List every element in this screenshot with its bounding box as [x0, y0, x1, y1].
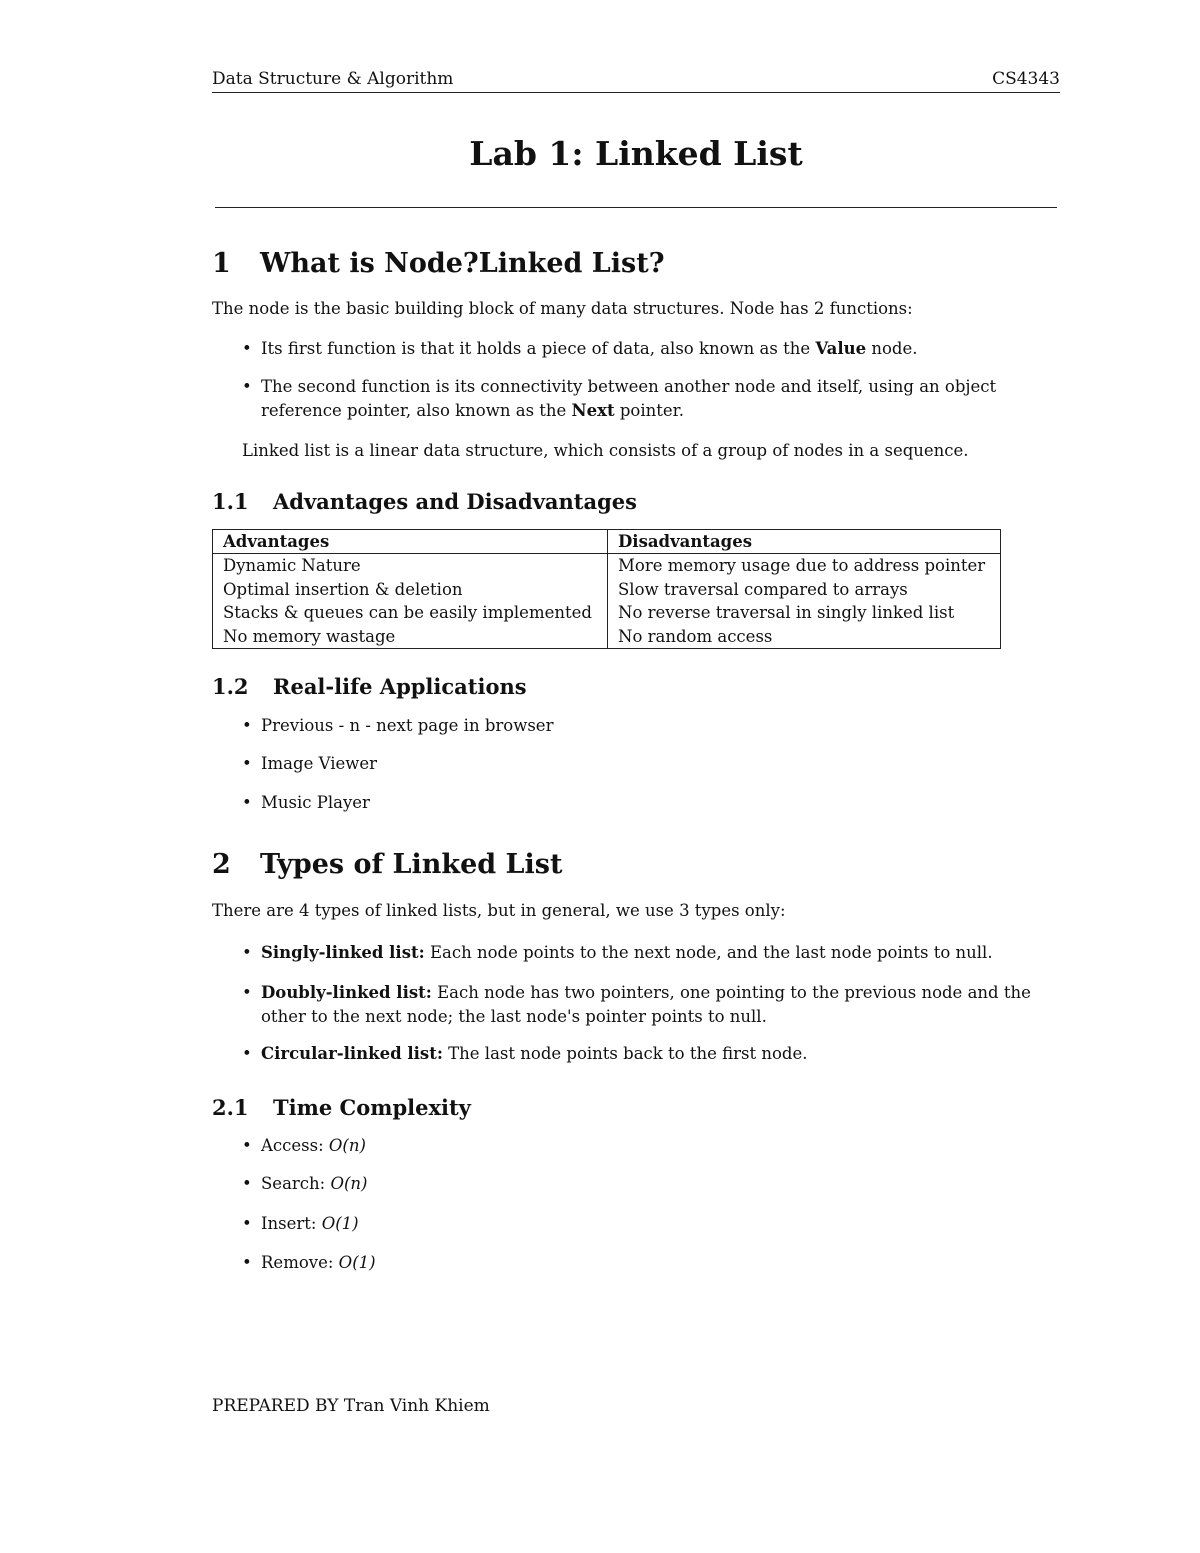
- section-1-intro: The node is the basic building block of many data structures. Node has 2 functions:: [212, 299, 913, 318]
- subsection-2-1-heading: 2.1 Time Complexity: [212, 1095, 471, 1120]
- table-header-disadvantages: Disadvantages: [608, 530, 1001, 554]
- linked-list-definition: Linked list is a linear data structure, which consists of a group of nodes in a sequence.: [242, 441, 969, 460]
- list-item: • Access: O(n): [242, 1136, 366, 1155]
- list-item: • Doubly-linked list: Each node has two pointers, one pointing to the previous node and the other to the next node; the last node's pointer points to null.: [242, 983, 1031, 1026]
- section-number: 1: [212, 248, 231, 279]
- list-item: • Insert: O(1): [242, 1214, 359, 1233]
- list-item: • Image Viewer: [242, 754, 378, 773]
- page-footer: PREPARED BY Tran Vinh Khiem: [212, 1396, 490, 1416]
- page-title: Lab 1: Linked List: [469, 134, 803, 173]
- list-item: • Search: O(n): [242, 1174, 368, 1193]
- section-2-intro: There are 4 types of linked lists, but in general, we use 3 types only:: [212, 901, 786, 920]
- list-item: • Circular-linked list: The last node points back to the first node.: [242, 1044, 808, 1063]
- list-item: • Singly-linked list: Each node points to the next node, and the last node points to null.: [242, 943, 993, 962]
- table-header-advantages: Advantages: [213, 530, 608, 554]
- table-row: Optimal insertion & deletion Slow traversal compared to arrays: [213, 578, 1001, 601]
- list-item: • The second function is its connectivity between another node and itself, using an object reference pointer, also known as the Next pointer.: [242, 377, 997, 420]
- section-1-heading: [212, 247, 665, 281]
- page-header: [212, 68, 1060, 93]
- section-title: What is Node?Linked List?: [260, 248, 665, 279]
- course-name: Data Structure & Algorithm: [212, 69, 454, 89]
- list-item: • Music Player: [242, 793, 370, 812]
- title-rule: [215, 207, 1057, 208]
- list-item: • Remove: O(1): [242, 1253, 376, 1272]
- table-header-row: [213, 530, 1001, 554]
- list-item: • Previous - n - next page in browser: [242, 716, 554, 735]
- list-item: • Its first function is that it holds a piece of data, also known as the Value node.: [242, 339, 918, 358]
- table-row: No memory wastage No random access: [213, 624, 1001, 648]
- subsection-1-1-heading: 1.1 Advantages and Disadvantages: [212, 489, 637, 514]
- course-code: CS4343: [992, 69, 1060, 89]
- table-row: Stacks & queues can be easily implemented No reverse traversal in singly linked list: [213, 601, 1001, 624]
- section-2-heading: 2 Types of Linked List: [212, 849, 563, 880]
- table-row: Dynamic Nature More memory usage due to address pointer: [213, 554, 1001, 578]
- advantages-table: [212, 529, 1001, 649]
- subsection-1-2-heading: 1.2 Real-life Applications: [212, 674, 527, 699]
